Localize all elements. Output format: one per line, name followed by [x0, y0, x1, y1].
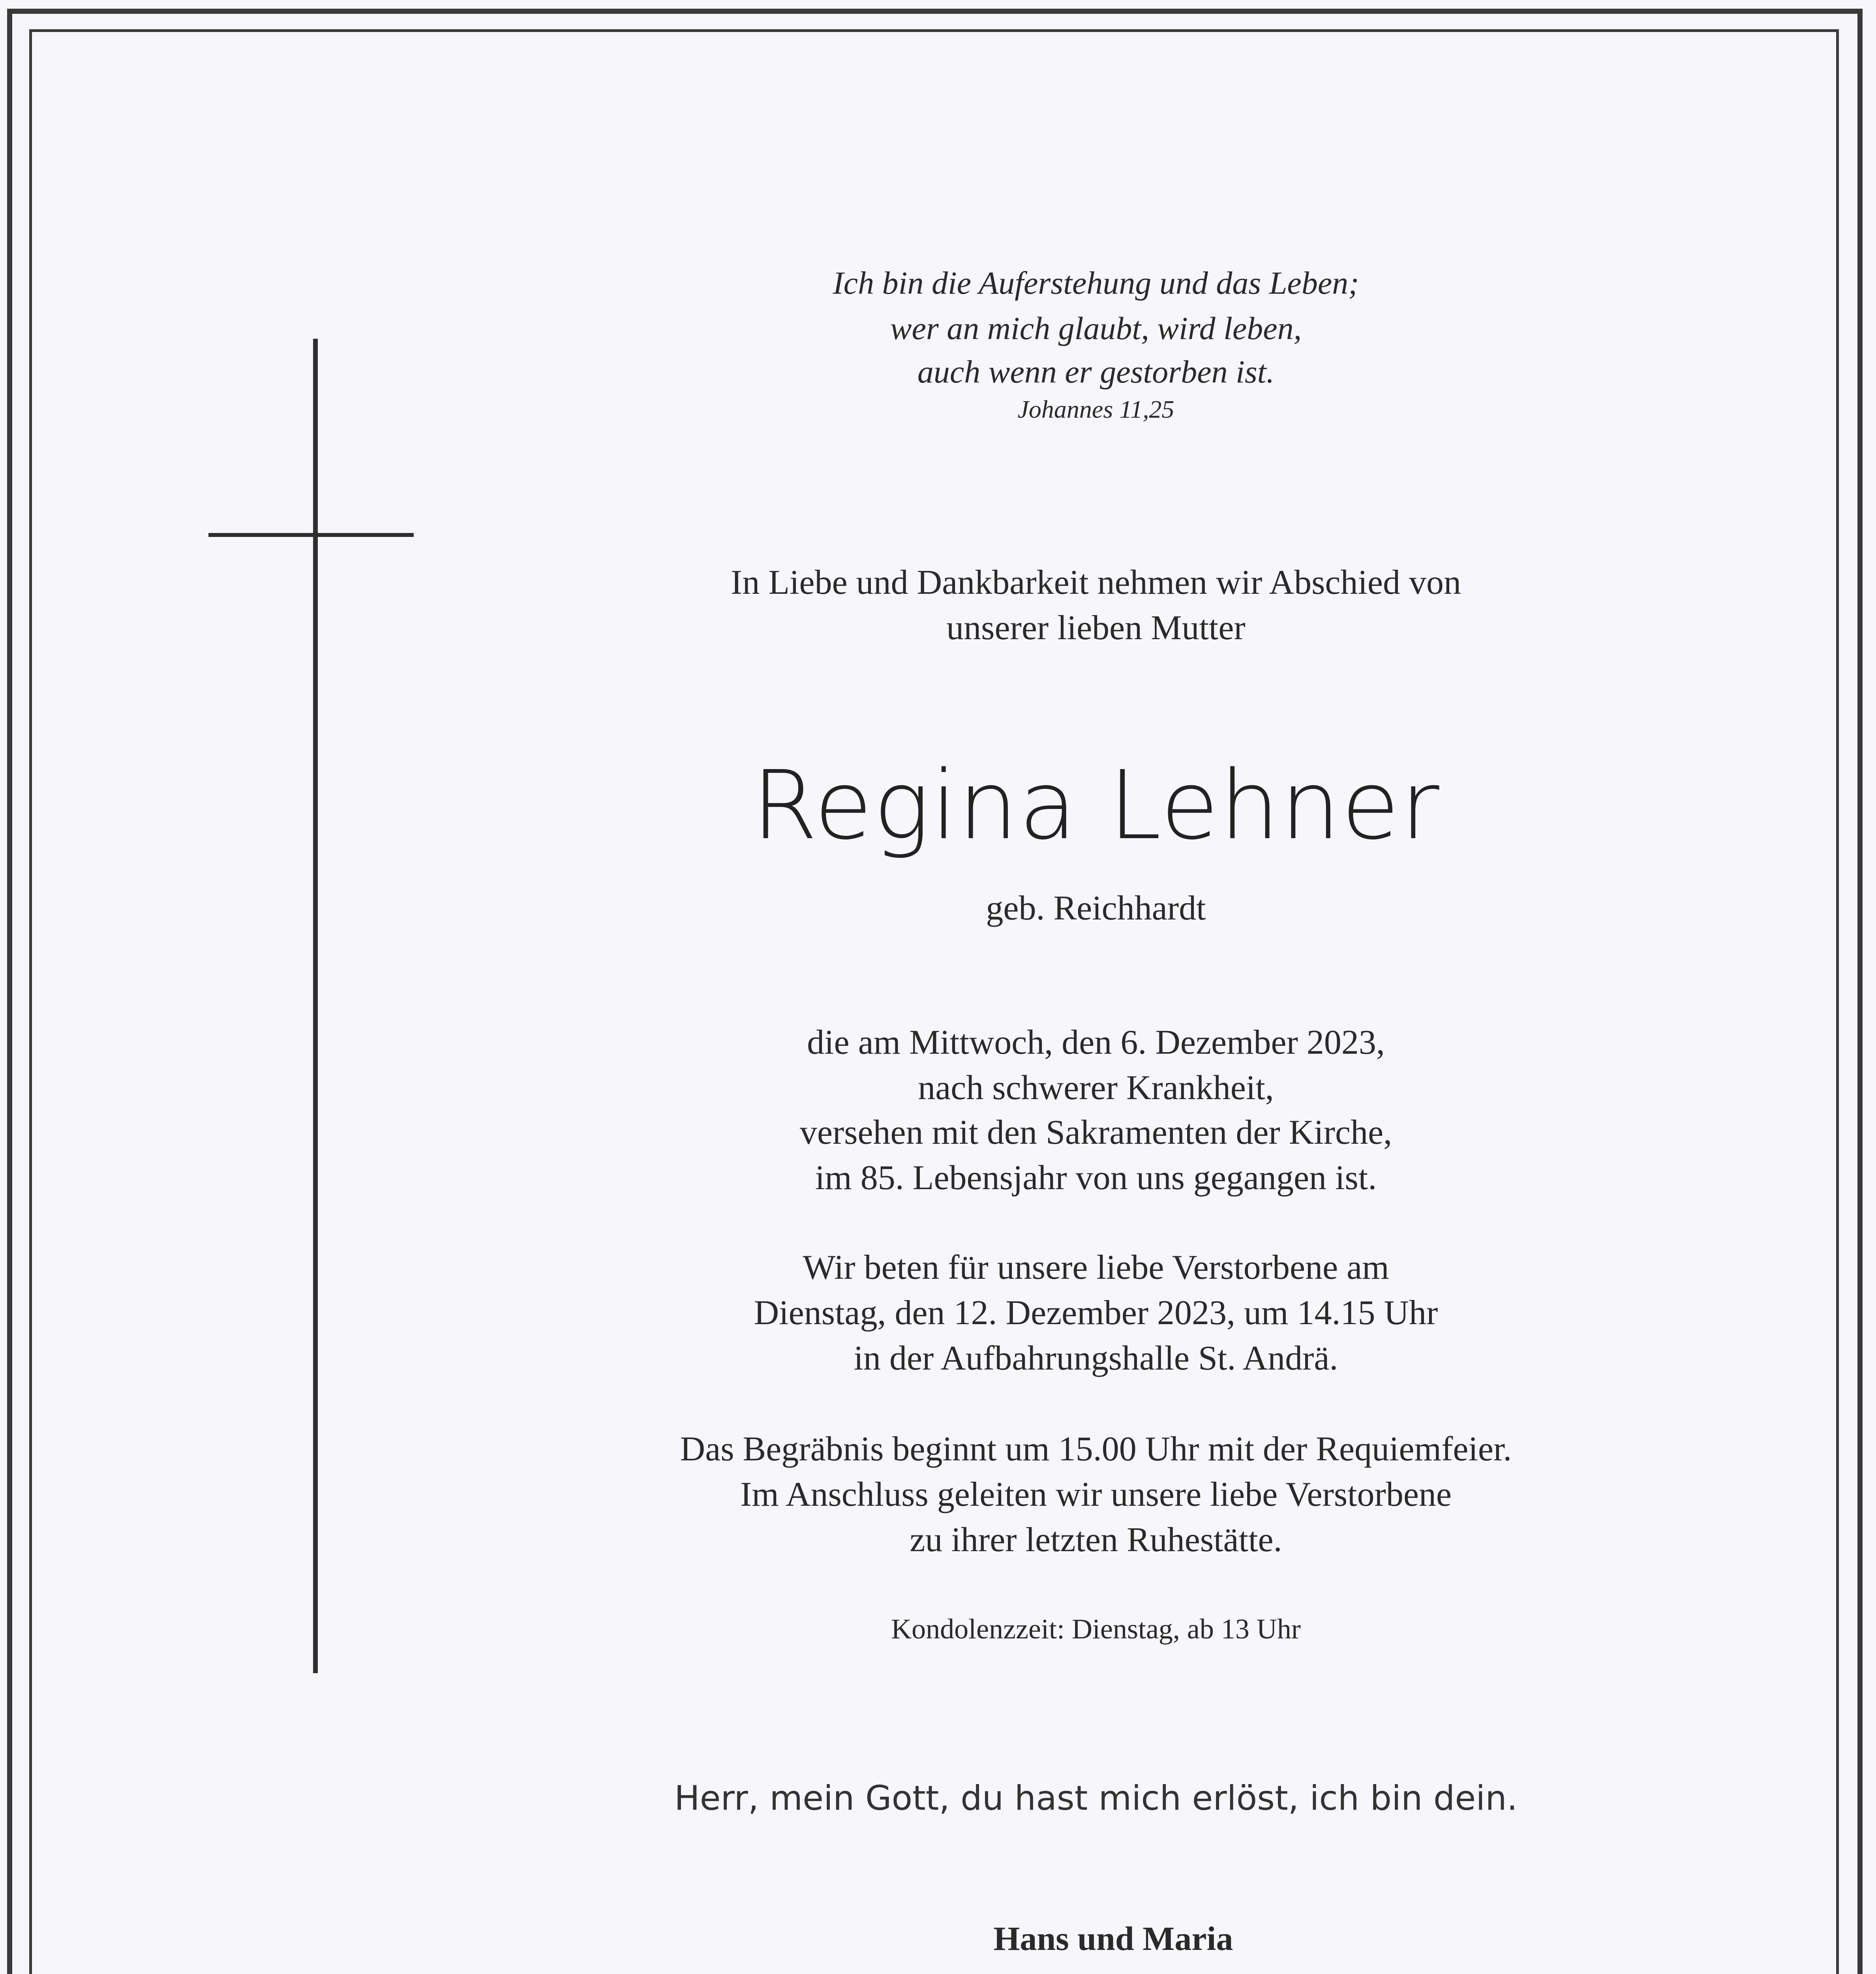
family-first: Hans und Maria [993, 1920, 1233, 1957]
prayer-line-1: Wir beten für unsere liebe Verstorbene am [803, 1248, 1389, 1287]
quote-line-3: auch wenn er gestorben ist. [917, 354, 1275, 390]
quote-reference: Johannes 11,25 [1017, 395, 1174, 423]
burial-line-1: Das Begräbnis beginnt um 15.00 Uhr mit der Requiemfeier. [680, 1430, 1512, 1468]
cross-icon-horizontal [208, 533, 414, 537]
quote-line-1: Ich bin die Auferstehung und das Leben; [833, 265, 1359, 301]
death-info-line-3: versehen mit den Sakramenten der Kirche, [799, 1113, 1392, 1152]
prayer-line-2: Dienstag, den 12. Dezember 2023, um 14.15 Uhr [754, 1294, 1438, 1332]
death-info-line-2: nach schwerer Krankheit, [918, 1069, 1274, 1107]
burial-line-2: Im Anschluss geleiten wir unsere liebe Verstorbene [740, 1475, 1452, 1514]
cross-icon-vertical [313, 339, 318, 1673]
intro-line-2: unserer lieben Mutter [946, 609, 1246, 647]
deceased-name: Regina Lehner [752, 750, 1440, 861]
birth-name: geb. Reichhardt [986, 889, 1206, 927]
death-info-line-4: im 85. Lebensjahr von uns gegangen ist. [815, 1159, 1377, 1197]
death-info-line-1: die am Mittwoch, den 6. Dezember 2023, [807, 1023, 1385, 1062]
quote-line-2: wer an mich glaubt, wird leben, [890, 310, 1302, 346]
closing-motto: Herr, mein Gott, du hast mich erlöst, ich bin dein. [674, 1779, 1518, 1818]
intro-line-1: In Liebe und Dankbarkeit nehmen wir Abschied von [731, 563, 1461, 602]
burial-line-3: zu ihrer letzten Ruhestätte. [910, 1521, 1282, 1559]
prayer-line-3: in der Aufbahrungshalle St. Andrä. [854, 1339, 1338, 1377]
condolence-time: Kondolenzzeit: Dienstag, ab 13 Uhr [891, 1613, 1301, 1645]
